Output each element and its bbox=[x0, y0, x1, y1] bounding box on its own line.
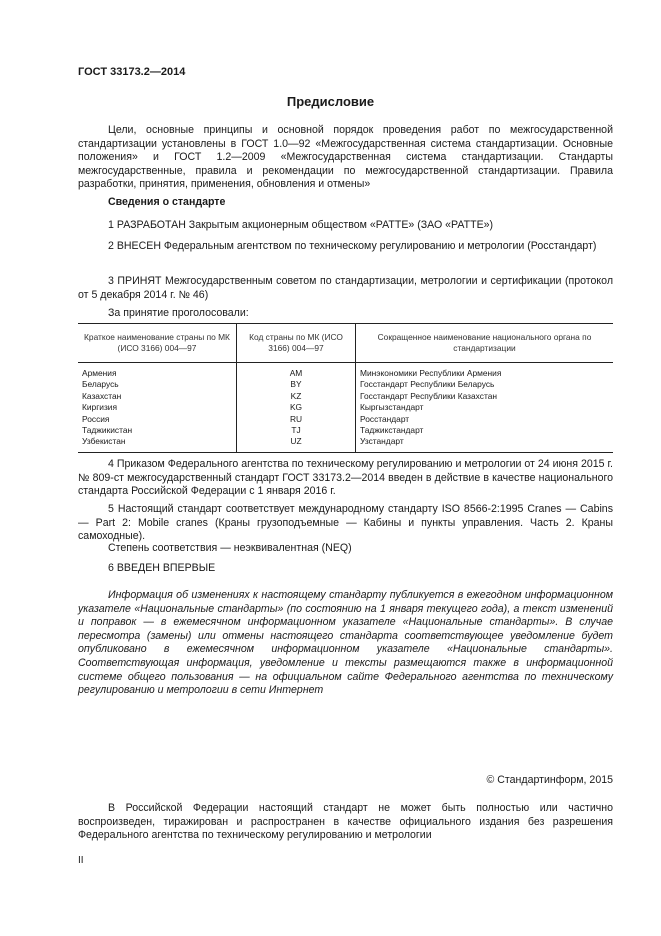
table-row bbox=[78, 379, 613, 390]
item-6-introduced: 6 ВВЕДЕН ВПЕРВЫЕ bbox=[108, 562, 216, 574]
item-5-conformity: 5 Настоящий стандарт соответствует международному стандарту ISO 8566-2:1995 Cranes — Cabins — Part 2: Mobile cranes (Краны грузоподъемные — Кабины и пункты управления. Часть 2. Краны самоходные). bbox=[78, 503, 613, 543]
item-2-submitted: 2 ВНЕСЕН Федеральным агентством по техническому регулированию и метрологии (Росстандарт) bbox=[108, 240, 597, 252]
country-cell: Киргизия bbox=[82, 402, 118, 413]
changes-info-note: Информация об изменениях к настоящему стандарту публикуется в ежегодном информационном указателе «Национальные стандарты» (по состоянию на 1 января текущего года), а текст изменений и поправок — в ежемесячном информационном указателе «Национальные стандарты». В случае пересмотра (замены) или отмены настоящего стандарта соответствующее уведомление будет опубликовано в ежемесячном информационном указателе «Национальные стандарты». Соответствующая информация, уведомление и тексты размещаются также в информационной системе общего пользования — на официальном сайте Федерального агентства по техническому регулированию и метрологии в сети Интернет bbox=[78, 589, 613, 697]
country-cell: Беларусь bbox=[82, 379, 119, 390]
code-cell: AM bbox=[237, 363, 356, 380]
body-cell: Минэкономики Республики Армения bbox=[356, 363, 614, 380]
table-row bbox=[78, 436, 613, 452]
country-cell: Армения bbox=[82, 368, 117, 378]
table-row bbox=[78, 391, 613, 402]
body-cell: Таджикстандарт bbox=[356, 425, 614, 436]
conformity-degree: Степень соответствия — неэквивалентная (NEQ) bbox=[108, 542, 352, 554]
code-cell: KZ bbox=[237, 391, 356, 402]
body-cell: Кыргызстандарт bbox=[356, 402, 614, 413]
country-cell: Узбекистан bbox=[78, 436, 237, 452]
code-cell: KG bbox=[237, 402, 356, 413]
table-row bbox=[78, 363, 613, 380]
country-cell: Таджикистан bbox=[82, 425, 133, 436]
table-header-row bbox=[78, 324, 613, 363]
body-cell: Росстандарт bbox=[356, 414, 614, 425]
table-row bbox=[78, 414, 613, 425]
table-row bbox=[78, 425, 613, 436]
code-cell: TJ bbox=[237, 425, 356, 436]
code-cell: UZ bbox=[237, 436, 356, 452]
voting-countries-table bbox=[78, 323, 613, 453]
section-heading: Сведения о стандарте bbox=[108, 196, 226, 208]
header-standards-body: Сокращенное наименование национального органа по стандартизации bbox=[356, 324, 614, 363]
code-cell: RU bbox=[237, 414, 356, 425]
reproduction-notice: В Российской Федерации настоящий стандарт не может быть полностью или частично воспроизведен, тиражирован и распространен в качестве официального издания без разрешения Федерального агентства по техническому регулированию и метрологии bbox=[78, 802, 613, 842]
country-cell: Казахстан bbox=[82, 390, 122, 401]
header-country: Краткое наименование страны по МК (ИСО 3166) 004—97 bbox=[78, 324, 237, 363]
country-cell: Россия bbox=[82, 413, 110, 424]
code-cell: BY bbox=[237, 379, 356, 390]
intro-paragraph: Цели, основные принципы и основной порядок проведения работ по межгосударственной стандартизации установлены в ГОСТ 1.0—92 «Межгосударственная система стандартизации. Основные положения» и ГОСТ 1.2—2009 «Межгосударственная система стандартизации. Стандарты межгосударственные, правила и рекомендации по межгосударственной стандартизации. Правила разработки, принятия, применения, обновления и отмены» bbox=[78, 124, 613, 191]
item-3-adopted: 3 ПРИНЯТ Межгосударственным советом по стандартизации, метрологии и сертификации (протокол от 5 декабря 2014 г. № 46) bbox=[78, 275, 613, 301]
body-cell: Госстандарт Республики Казахстан bbox=[356, 391, 614, 402]
header-code: Код страны по МК (ИСО 3166) 004—97 bbox=[237, 324, 356, 363]
body-cell: Узстандарт bbox=[356, 436, 614, 452]
item-1-developed: 1 РАЗРАБОТАН Закрытым акционерным обществом «РАТТЕ» (ЗАО «РАТТЕ») bbox=[108, 219, 494, 231]
document-header: ГОСТ 33173.2—2014 bbox=[78, 66, 186, 78]
table-row bbox=[78, 402, 613, 413]
vote-label: За принятие проголосовали: bbox=[108, 307, 249, 319]
copyright-line: © Стандартинформ, 2015 bbox=[486, 774, 613, 786]
page-number: II bbox=[78, 855, 84, 866]
page-title: Предисловие bbox=[286, 94, 375, 109]
body-cell: Госстандарт Республики Беларусь bbox=[356, 379, 614, 390]
item-4-order: 4 Приказом Федерального агентства по техническому регулированию и метрологии от 24 июня 2015 г. № 809-ст межгосударственный стандарт ГОСТ 33173.2—2014 введен в действие в качестве национального стандарта Российской Федерации с 1 января 2016 г. bbox=[78, 458, 613, 498]
